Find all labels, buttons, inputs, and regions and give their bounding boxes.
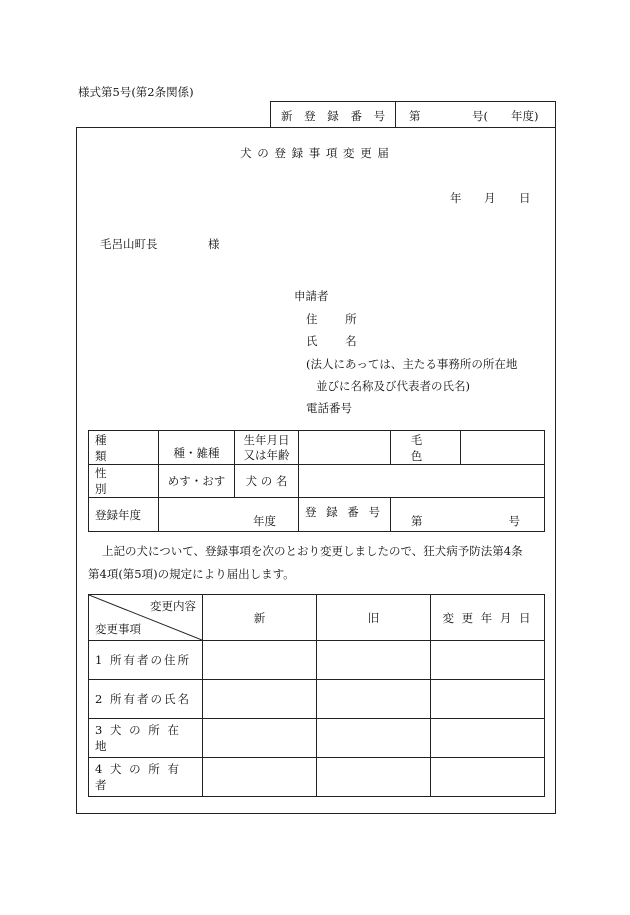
reg-number-suffix: 号 (508, 514, 520, 528)
table-row (89, 641, 545, 680)
change-date-cell[interactable] (431, 719, 545, 758)
sex-value-cell[interactable] (159, 465, 235, 498)
col-date-header (431, 595, 545, 641)
breed-value: 種・雑種 (173, 446, 220, 460)
dog-name-label: 犬 の 名 (245, 474, 288, 488)
birth-label-cell (235, 431, 299, 465)
col-old-label: 旧 (367, 610, 380, 625)
sex-value: めす・おす (167, 474, 226, 488)
table-row (89, 465, 545, 498)
change-date-cell[interactable] (431, 641, 545, 680)
new-value-cell[interactable] (203, 680, 317, 719)
statement-line2: 第4項(第5項)の規定により届出します。 (88, 567, 295, 581)
corner-bottom-label: 変更事項 (95, 622, 141, 636)
new-value-cell[interactable] (203, 758, 317, 797)
date-month: 月 (484, 191, 496, 205)
breed-label: 種 類 (95, 432, 135, 463)
registration-year-suffix: 年度) (511, 109, 539, 123)
birth-label-line2: 又は年齢 (243, 447, 290, 462)
row-label-cell (89, 680, 203, 719)
reg-year-value-cell[interactable] (159, 498, 299, 532)
old-value-cell[interactable] (317, 680, 431, 719)
date-year: 年 (450, 191, 462, 205)
breed-value-cell (159, 431, 235, 465)
row-dog-owner-label: 4 犬 の 所 有 者 (95, 762, 181, 792)
old-value-cell[interactable] (317, 758, 431, 797)
table-row (89, 680, 545, 719)
row-owner-address-label: 1 所有者の住所 (95, 653, 191, 667)
change-date-cell[interactable] (431, 680, 545, 719)
table-row (89, 595, 545, 641)
sex-label-cell (89, 465, 159, 498)
col-new-header (203, 595, 317, 641)
row-dog-location-label: 3 犬 の 所 在 地 (95, 723, 181, 753)
birth-value-cell[interactable] (299, 431, 391, 465)
form-title: 犬 の 登 録 事 項 変 更 届 (240, 146, 390, 160)
new-value-cell[interactable] (203, 719, 317, 758)
statement-line1: 上記の犬について、登録事項を次のとおり変更しましたので、狂犬病予防法第4条 (102, 544, 523, 558)
col-new-label: 新 (253, 610, 266, 625)
row-label-cell (89, 758, 203, 797)
applicant-address-label: 住 所 (306, 312, 369, 326)
corporate-note-line2: 並びに名称及び代表者の氏名) (316, 379, 470, 393)
reg-year-suffix: 年度 (253, 514, 276, 528)
date-day: 日 (519, 191, 531, 205)
new-value-cell[interactable] (203, 641, 317, 680)
color-label: 毛 色 (410, 432, 441, 463)
reg-number-value-cell[interactable] (391, 498, 545, 532)
table-row (89, 431, 545, 465)
col-date-label: 変 更 年 月 日 (442, 610, 533, 625)
table-row (89, 758, 545, 797)
addressee-honorific: 様 (208, 237, 220, 251)
color-label-cell (391, 431, 461, 465)
row-label-cell (89, 641, 203, 680)
applicant-name-label: 氏 名 (306, 334, 369, 348)
reg-number-label-cell (299, 498, 391, 532)
old-value-cell[interactable] (317, 641, 431, 680)
corporate-note-line1: (法人にあっては、主たる事務所の所在地 (306, 357, 518, 371)
change-date-cell[interactable] (431, 758, 545, 797)
new-registration-number-box (270, 101, 556, 127)
dog-info-table (88, 430, 545, 532)
dog-name-value-cell[interactable] (299, 465, 545, 498)
old-value-cell[interactable] (317, 719, 431, 758)
reg-number-label: 登 録 番 号 (305, 505, 383, 519)
corner-cell (89, 595, 203, 641)
applicant-heading: 申請者 (294, 289, 329, 303)
addressee-name: 毛呂山町長 (100, 237, 158, 251)
applicant-phone-label: 電話番号 (306, 401, 352, 415)
corner-top-label: 変更内容 (150, 599, 196, 613)
dog-name-label-cell (235, 465, 299, 498)
registration-number-suffix: 号( (472, 109, 488, 123)
birth-label-line1: 生年月日 (243, 432, 290, 447)
color-value-cell[interactable] (461, 431, 545, 465)
registration-number-prefix: 第 (409, 109, 421, 123)
new-registration-label: 新 登 録 番 号 (281, 109, 390, 123)
table-row (89, 719, 545, 758)
col-old-header (317, 595, 431, 641)
reg-year-label: 登録年度 (95, 507, 141, 522)
breed-label-cell (89, 431, 159, 465)
reg-year-label-cell (89, 498, 159, 532)
table-row (89, 498, 545, 532)
sex-label: 性 別 (95, 466, 135, 496)
row-owner-name-label: 2 所有者の氏名 (95, 692, 191, 706)
changes-table (88, 594, 545, 797)
reg-number-prefix: 第 (411, 514, 423, 528)
row-label-cell (89, 719, 203, 758)
form-number-label: 様式第5号(第2条関係) (78, 85, 194, 99)
